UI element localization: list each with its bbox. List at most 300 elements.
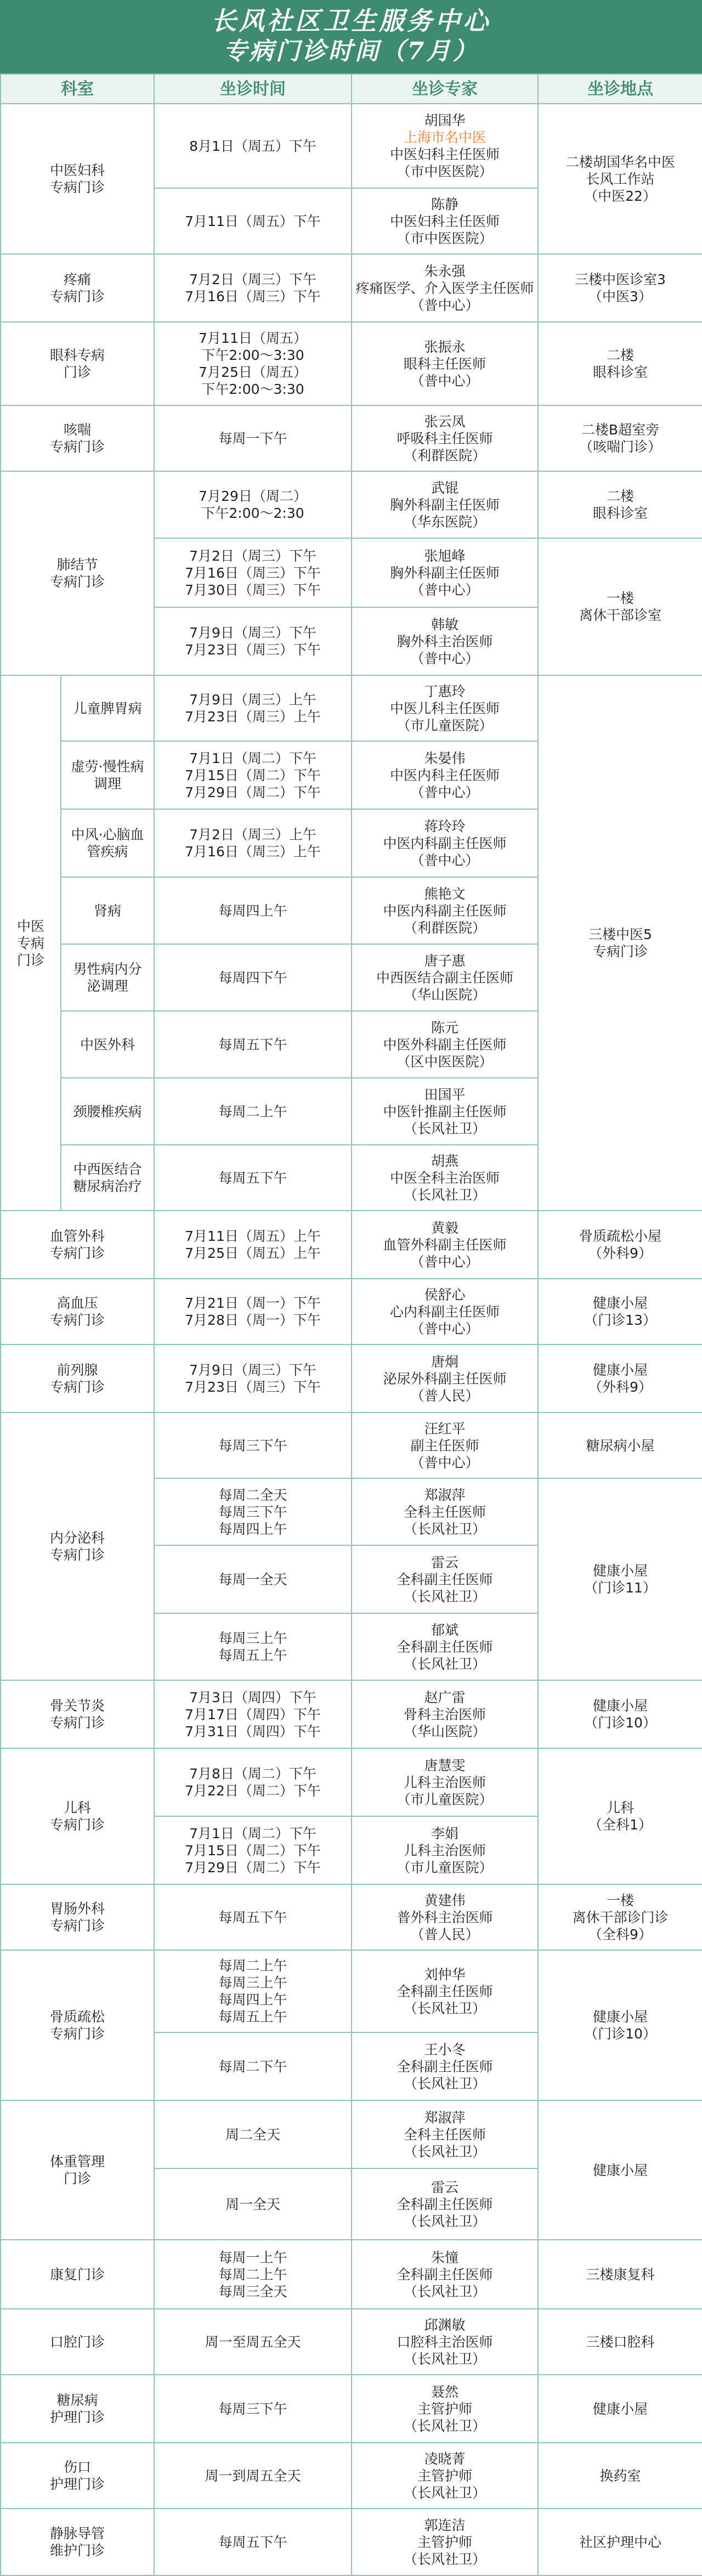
cell-line: 二楼 <box>606 488 634 504</box>
cell-line: （普中心） <box>410 650 479 666</box>
schedule-table <box>0 74 702 2576</box>
table-row <box>1 2509 702 2575</box>
cell-line: （市儿童医院） <box>397 1859 493 1875</box>
location-cell <box>538 254 702 322</box>
cell-line: 全科副主任医师 <box>397 2266 493 2283</box>
cell-line: （长风社卫） <box>403 2000 486 2016</box>
cell-line: （长风社卫） <box>403 1656 486 1672</box>
cell-line: （全科9） <box>588 1926 652 1942</box>
table-row <box>1 2375 702 2443</box>
cell-line: 郑淑萍 <box>424 1487 466 1503</box>
cell-line: 雷云 <box>431 1554 458 1571</box>
cell-line: 7月22日（周二）下午 <box>185 1783 321 1799</box>
location-cell: 三楼口腔科 <box>538 2309 702 2375</box>
cell-line: 中医儿科主任医师 <box>389 700 500 716</box>
sub-dept-cell <box>61 1145 154 1211</box>
time-cell: 每周一全天 <box>154 1545 352 1613</box>
expert-cell <box>352 1211 538 1279</box>
cell-line: 中医内科副主任医师 <box>383 902 507 919</box>
cell-line: 离休干部诊门诊 <box>572 1909 669 1925</box>
table-row <box>1 2100 702 2168</box>
cell-line: 7月31日（周四）下午 <box>185 1723 321 1739</box>
cell-line: 静脉导管 <box>49 2526 105 2541</box>
cell-line: 骨科主治医师 <box>403 1706 486 1722</box>
sub-dept-cell: 颈腰椎疾病 <box>61 1078 154 1145</box>
dept-cell <box>1 104 154 254</box>
cell-line: （长风社卫） <box>403 2551 486 2567</box>
cell-line: （咳喘门诊） <box>579 439 661 455</box>
cell-line: （市儿童医院） <box>397 1791 493 1807</box>
cell-line: 儿科 <box>606 1800 634 1816</box>
table-row <box>1 2443 702 2509</box>
expert-cell <box>352 1145 538 1211</box>
cell-line: 全科副主任医师 <box>397 2196 493 2212</box>
cell-line: 7月2日（周三）上午 <box>189 827 316 843</box>
location-cell: 健康小屋 <box>538 2375 702 2443</box>
cell-line: 侯舒心 <box>424 1286 466 1303</box>
expert-cell <box>352 741 538 809</box>
cell-line: 中医外科副主任医师 <box>383 1036 507 1053</box>
cell-line: （区中医医院） <box>397 1053 493 1070</box>
cell-line: 专病门诊 <box>49 1715 105 1731</box>
cell-line: 7月16日（周三）上午 <box>185 844 321 860</box>
cell-line: （门诊10） <box>584 1715 656 1731</box>
time-cell: 周二全天 <box>154 2100 352 2168</box>
header-expert: 坐诊专家 <box>352 74 538 104</box>
cell-line: 聂然 <box>431 2383 458 2400</box>
location-cell <box>538 322 702 405</box>
location-cell <box>538 104 702 254</box>
cell-line: （长风社卫） <box>403 2143 486 2160</box>
expert-cell <box>352 2100 538 2168</box>
table-row <box>1 1413 702 1478</box>
cell-line: 一楼 <box>606 590 634 606</box>
cell-line: 中医针推副主任医师 <box>383 1103 507 1120</box>
expert-honor: 上海市名中医 <box>403 129 486 145</box>
cell-line: 骨关节炎 <box>49 1698 105 1714</box>
title-line2: 专病门诊时间（7月） <box>223 37 479 65</box>
cell-line: 血管外科 <box>49 1228 105 1244</box>
cell-line: 下午2:00～3:30 <box>201 347 304 363</box>
cell-line: 离休干部诊室 <box>579 607 661 623</box>
time-cell <box>154 809 352 877</box>
cell-line: （市中医医院） <box>397 230 493 246</box>
cell-line: 唐慧雯 <box>424 1757 466 1773</box>
cell-line: 糖尿病治疗 <box>73 1178 142 1194</box>
cell-line: 7月11日（周五） <box>199 330 307 346</box>
location-cell: 健康小屋 <box>538 2100 702 2240</box>
table-row <box>1 254 702 322</box>
sub-dept-cell <box>61 741 154 809</box>
cell-line: 7月3日（周四）下午 <box>189 1689 316 1705</box>
location-cell <box>538 1950 702 2100</box>
cell-line: 中医妇科 <box>49 162 105 178</box>
cell-line: 7月15日（周二）下午 <box>185 1842 321 1858</box>
cell-line: 门诊 <box>63 2171 91 2187</box>
cell-line: 7月16日（周三）下午 <box>185 564 321 581</box>
cell-line: 呼吸科主任医师 <box>397 430 493 447</box>
cell-line: 7月1日（周二）下午 <box>189 1825 316 1841</box>
cell-line: 7月9日（周三）下午 <box>189 625 316 641</box>
cell-line: 全科副主任医师 <box>397 1639 493 1655</box>
cell-line: 7月15日（周二）下午 <box>185 767 321 783</box>
cell-line: 7月2日（周三）下午 <box>189 272 316 287</box>
cell-line: （华山医院） <box>403 986 486 1003</box>
sub-dept-cell: 中医外科 <box>61 1011 154 1078</box>
time-cell: 每周一下午 <box>154 405 352 471</box>
time-cell <box>154 1748 352 1816</box>
cell-line: 7月29日（周二）下午 <box>185 1859 321 1875</box>
cell-line: （长风社卫） <box>403 1521 486 1537</box>
cell-line: 7月23日（周三）下午 <box>185 642 321 658</box>
expert-cell <box>352 675 538 741</box>
expert-cell <box>352 1011 538 1078</box>
dept-cell <box>1 322 154 405</box>
cell-line: 胸外科副主任医师 <box>389 564 500 581</box>
cell-line: 7月29日（周二）下午 <box>185 784 321 800</box>
cell-line: 7月17日（周四）下午 <box>185 1706 321 1722</box>
expert-title: 中医妇科主任医师 <box>389 146 500 162</box>
time-cell: 每周五下午 <box>154 1884 352 1950</box>
cell-line: 张振永 <box>424 338 466 355</box>
cell-line: 二楼胡国华名中医 <box>565 154 675 170</box>
cell-line: 专病门诊 <box>49 1817 105 1833</box>
cell-line: （门诊13） <box>584 1312 656 1328</box>
cell-line: 朱憧 <box>431 2249 458 2266</box>
sub-dept-cell <box>61 809 154 877</box>
header-dept: 科室 <box>1 74 154 104</box>
cell-line: （利群医院） <box>403 919 486 936</box>
expert-cell <box>352 322 538 405</box>
cell-line: 肺结节 <box>56 557 98 573</box>
cell-line: 专病门诊 <box>49 1918 105 1934</box>
cell-line: 虚劳·慢性病 <box>71 759 144 775</box>
cell-line: （长风社卫） <box>403 2417 486 2434</box>
table-row <box>1 675 702 741</box>
cell-line: 眼科专病 <box>49 347 105 363</box>
cell-line: 胡燕 <box>431 1153 458 1169</box>
cell-line: （普中心） <box>410 852 479 868</box>
cell-line: 普外科主治医师 <box>397 1909 493 1925</box>
cell-line: 田国平 <box>424 1086 466 1103</box>
cell-line: （长风社卫） <box>403 2283 486 2300</box>
expert-cell <box>352 405 538 471</box>
time-cell <box>154 1478 352 1545</box>
expert-cell <box>352 188 538 254</box>
cell-line: 7月9日（周三）下午 <box>189 1362 316 1378</box>
cell-line: 韩敏 <box>431 616 458 632</box>
cell-line: 蒋玲玲 <box>424 818 466 834</box>
dept-cell <box>1 1884 154 1950</box>
cell-line: 儿科 <box>63 1800 91 1816</box>
location-cell <box>538 1345 702 1413</box>
cell-line: 门诊 <box>16 952 44 968</box>
expert-cell <box>352 1680 538 1748</box>
cell-line: 血管外科副主任医师 <box>383 1236 507 1253</box>
location-cell: 社区护理中心 <box>538 2509 702 2575</box>
cell-line: （长风社卫） <box>403 1120 486 1137</box>
cell-line: （华山医院） <box>403 1723 486 1739</box>
time-cell <box>154 1680 352 1748</box>
expert-cell <box>352 1413 538 1478</box>
header-time: 坐诊时间 <box>154 74 352 104</box>
location-cell <box>538 1279 702 1345</box>
cell-line: 7月2日（周三）下午 <box>189 547 316 564</box>
expert-cell <box>352 254 538 322</box>
cell-line: 每周三下午 <box>218 1504 287 1520</box>
cell-line: 全科副主任医师 <box>397 1571 493 1588</box>
time-cell: 每周五下午 <box>154 1011 352 1078</box>
cell-line: 眼科诊室 <box>592 505 648 521</box>
expert-cell <box>352 1345 538 1413</box>
cell-line: （中医3） <box>588 289 652 304</box>
cell-line: 三楼中医5 <box>588 927 652 942</box>
dept-cell <box>1 1748 154 1884</box>
cell-line: 专病 <box>16 935 44 951</box>
cell-line: （长风社卫） <box>403 2075 486 2092</box>
cell-line: （普人民） <box>410 1387 479 1404</box>
cell-line: （华东医院） <box>403 513 486 530</box>
table-row <box>1 1950 702 2032</box>
cell-line: （普中心） <box>410 1454 479 1471</box>
time-cell <box>154 2240 352 2309</box>
cell-line: 刘仲华 <box>424 1966 466 1982</box>
time-cell <box>154 254 352 322</box>
cell-line: 专病门诊 <box>49 1245 105 1261</box>
cell-line: 中西医结合副主任医师 <box>376 969 513 986</box>
cell-line: 7月23日（周三）下午 <box>185 1379 321 1395</box>
cell-line: 专病门诊 <box>49 1547 105 1563</box>
cell-line: （利群医院） <box>403 447 486 464</box>
cell-line: 泌尿外科副主任医师 <box>383 1370 507 1387</box>
cell-line: 雷云 <box>431 2179 458 2195</box>
cell-line: 郭连洁 <box>424 2517 466 2533</box>
time-cell <box>154 1279 352 1345</box>
dept-cell <box>1 2443 154 2509</box>
expert-cell <box>352 607 538 675</box>
dept-cell <box>1 2509 154 2575</box>
cell-line: 每周二上午 <box>218 2266 287 2283</box>
cell-line: 专病门诊 <box>49 289 105 304</box>
table-row <box>1 471 702 538</box>
cell-line: 7月25日（周五）上午 <box>185 1245 321 1261</box>
dept-cell <box>1 675 61 1211</box>
cell-line: 黄建伟 <box>424 1892 466 1908</box>
cell-line: （长风社卫） <box>403 1187 486 1203</box>
cell-line: 口腔科主治医师 <box>397 2334 493 2350</box>
cell-line: 男性病内分 <box>73 961 142 977</box>
cell-line: 7月9日（周三）上午 <box>189 692 316 708</box>
cell-line: 内分泌科 <box>49 1530 105 1546</box>
cell-line: 健康小屋 <box>592 2009 648 2025</box>
cell-line: 咳喘 <box>63 422 91 438</box>
time-cell: 每周五下午 <box>154 2509 352 2575</box>
time-cell <box>154 1211 352 1279</box>
table-row <box>1 1680 702 1748</box>
cell-line: 眼科主任医师 <box>403 355 486 372</box>
cell-line: 骨质疏松小屋 <box>579 1228 661 1244</box>
cell-line: 每周四上午 <box>218 1521 287 1537</box>
table-row <box>1 1345 702 1413</box>
cell-line: （门诊10） <box>584 2026 656 2042</box>
cell-line: （门诊11） <box>584 1580 656 1596</box>
cell-line: 护理门诊 <box>49 2409 105 2425</box>
location-cell <box>538 405 702 471</box>
cell-line: （普中心） <box>410 297 479 313</box>
time-cell: 7月11日（周五）下午 <box>154 188 352 254</box>
cell-line: 疼痛医学、介入医学主任医师 <box>355 280 534 296</box>
location-cell: 糖尿病小屋 <box>538 1413 702 1478</box>
time-cell <box>154 1950 352 2032</box>
cell-line: 7月28日（周一）下午 <box>185 1312 321 1328</box>
cell-line: 下午2:00～2:30 <box>201 505 304 521</box>
cell-line: 胃肠外科 <box>49 1901 105 1917</box>
dept-cell <box>1 471 154 675</box>
header-row <box>1 74 702 104</box>
cell-line: 汪红平 <box>424 1420 466 1437</box>
sub-dept-cell: 肾病 <box>61 877 154 944</box>
cell-line: 每周三全天 <box>218 2283 287 2300</box>
expert-cell <box>352 471 538 538</box>
time-cell: 每周三下午 <box>154 2375 352 2443</box>
cell-line: 专病门诊 <box>49 2026 105 2042</box>
cell-line: （普中心） <box>410 1253 479 1270</box>
cell-line: 专病门诊 <box>49 574 105 590</box>
cell-line: 儿科主治医师 <box>403 1842 486 1858</box>
cell-line: 朱永强 <box>424 263 466 279</box>
cell-line: 中医内科主任医师 <box>389 767 500 783</box>
expert-cell <box>352 1748 538 1816</box>
title-banner <box>0 0 702 74</box>
cell-line: 7月16日（周三）下午 <box>185 289 321 304</box>
time-cell: 8月1日（周五）下午 <box>154 104 352 188</box>
cell-line: 每周一上午 <box>218 2249 287 2266</box>
expert-cell <box>352 1613 538 1680</box>
time-cell <box>154 675 352 741</box>
cell-line: 7月21日（周一）下午 <box>185 1295 321 1311</box>
cell-line: 眼科诊室 <box>592 364 648 380</box>
expert-cell <box>352 1078 538 1145</box>
time-cell: 周一全天 <box>154 2168 352 2240</box>
expert-cell <box>352 2309 538 2375</box>
cell-line: 7月11日（周五）上午 <box>185 1228 321 1244</box>
table-row <box>1 2309 702 2375</box>
cell-line: 丁惠玲 <box>424 683 466 699</box>
cell-line: 每周三上午 <box>218 1975 287 1991</box>
time-cell: 每周四下午 <box>154 944 352 1011</box>
cell-line: （长风社卫） <box>403 2213 486 2229</box>
table-row <box>1 1748 702 1816</box>
expert-cell <box>352 538 538 607</box>
location-cell <box>538 1478 702 1680</box>
sub-dept-cell <box>61 944 154 1011</box>
cell-line: 每周五上午 <box>218 1647 287 1663</box>
cell-line: 泌调理 <box>87 978 128 994</box>
cell-line: 黄毅 <box>431 1219 458 1236</box>
dept-cell <box>1 1950 154 2100</box>
location-cell <box>538 1884 702 1950</box>
cell-line: 朱晏伟 <box>424 750 466 766</box>
expert-cell <box>352 1816 538 1884</box>
cell-line: （普中心） <box>410 1320 479 1337</box>
expert-cell <box>352 2443 538 2509</box>
cell-line: 每周二全天 <box>218 1487 287 1503</box>
cell-line: （中医22） <box>584 188 656 204</box>
time-cell: 每周三下午 <box>154 1413 352 1478</box>
cell-line: 中医内科副主任医师 <box>383 835 507 851</box>
cell-line: 门诊 <box>63 364 91 380</box>
cell-line: （全科1） <box>588 1817 652 1833</box>
time-cell <box>154 741 352 809</box>
dept-cell <box>1 1345 154 1413</box>
dept-cell <box>1 1680 154 1748</box>
table-row <box>1 104 702 188</box>
cell-line: 全科副主任医师 <box>397 2058 493 2075</box>
location-cell <box>538 1680 702 1748</box>
time-cell: 周一到周五全天 <box>154 2443 352 2509</box>
cell-line: 陈元 <box>431 1019 458 1036</box>
cell-line: 中医全科主治医师 <box>389 1170 500 1186</box>
cell-line: （长风社卫） <box>403 2484 486 2501</box>
cell-line: 三楼中医诊室3 <box>575 272 666 287</box>
cell-line: 专病门诊 <box>49 1312 105 1328</box>
cell-line: 疼痛 <box>63 272 91 287</box>
cell-line: 李娟 <box>431 1825 458 1841</box>
cell-line: 陈静 <box>431 196 458 212</box>
cell-line: 熊艳文 <box>424 885 466 902</box>
cell-line: 唐炯 <box>431 1353 458 1370</box>
cell-line: 7月1日（周二）下午 <box>189 750 316 766</box>
cell-line: （普中心） <box>410 581 479 598</box>
expert-name: 胡国华 <box>424 112 466 128</box>
expert-hospital: （市中医医院） <box>397 163 493 179</box>
cell-line: 中医妇科主任医师 <box>389 213 500 229</box>
cell-line: 健康小屋 <box>592 1362 648 1378</box>
dept-cell <box>1 2375 154 2443</box>
cell-line: 每周三上午 <box>218 1630 287 1646</box>
cell-line: 主管护师 <box>417 2467 472 2484</box>
cell-line: （普中心） <box>410 784 479 800</box>
cell-line: 二楼 <box>606 347 634 363</box>
cell-line: 唐子惠 <box>424 952 466 969</box>
cell-line: 王小冬 <box>424 2041 466 2058</box>
expert-cell <box>352 2168 538 2240</box>
time-cell: 每周四上午 <box>154 877 352 944</box>
title-line1: 长风社区卫生服务中心 <box>211 6 491 36</box>
cell-line: 专病门诊 <box>49 179 105 195</box>
dept-cell <box>1 405 154 471</box>
time-cell <box>154 1613 352 1680</box>
expert-cell <box>352 1279 538 1345</box>
table-row <box>1 405 702 471</box>
dept-cell: 康复门诊 <box>1 2240 154 2309</box>
cell-line: 全科主任医师 <box>403 1504 486 1520</box>
cell-line: 主管护师 <box>417 2400 472 2417</box>
time-cell: 每周二下午 <box>154 2032 352 2100</box>
cell-line: 心内科副主任医师 <box>389 1303 500 1320</box>
expert-cell <box>352 2375 538 2443</box>
dept-cell <box>1 1279 154 1345</box>
cell-line: 武锟 <box>431 479 458 496</box>
time-cell <box>154 1816 352 1884</box>
cell-line: （外科9） <box>588 1245 652 1261</box>
cell-line: 7月8日（周二）下午 <box>189 1766 316 1782</box>
expert-cell <box>352 2032 538 2100</box>
cell-line: 调理 <box>93 776 121 792</box>
cell-line: 胸外科主治医师 <box>397 633 493 649</box>
expert-cell <box>352 1884 538 1950</box>
location-cell <box>538 471 702 538</box>
